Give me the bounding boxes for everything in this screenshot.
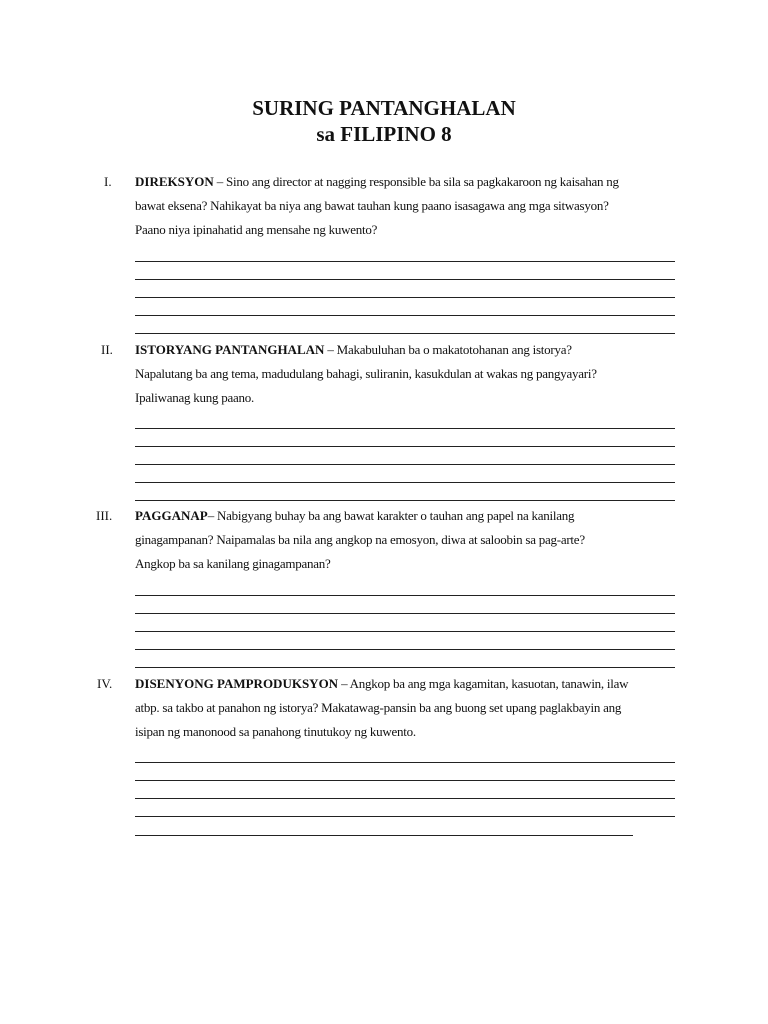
document-title: SURING PANTANGHALAN (252, 96, 516, 120)
prompt-line: isipan ng manonood sa panahong tinutukoy ng kuwento. (135, 724, 416, 739)
section-numeral: IV. (97, 676, 113, 691)
section-numeral: II. (101, 342, 113, 357)
prompt-line: – Sino ang director at nagging responsible ba sila sa pagkakaroon ng kaisahan ng (213, 174, 619, 189)
answer-line[interactable] (135, 315, 675, 316)
section-heading: DISENYONG PAMPRODUKSYON (135, 676, 339, 691)
answer-line[interactable] (135, 835, 633, 836)
answer-line[interactable] (135, 667, 675, 668)
answer-line[interactable] (135, 446, 675, 447)
prompt-line: atbp. sa takbo at panahon ng istorya? Makatawag-pansin ba ang buong set upang paglakbayin ang (135, 700, 622, 715)
prompt-line: Napalutang ba ang tema, madudulang bahagi, suliranin, kasukdulan at wakas ng pangyayari? (135, 366, 597, 381)
answer-line[interactable] (135, 780, 675, 781)
answer-line[interactable] (135, 428, 675, 429)
prompt-line: – Makabuluhan ba o makatotohanan ang istorya? (324, 342, 572, 357)
section-heading: ISTORYANG PANTANGHALAN (135, 342, 325, 357)
prompt-line: bawat eksena? Nahikayat ba niya ang bawat tauhan kung paano isasagawa ang mga sitwasyon? (135, 198, 609, 213)
section-numeral: I. (104, 174, 112, 189)
prompt-line: – Nabigyang buhay ba ang bawat karakter o tauhan ang papel na kanilang (207, 508, 575, 523)
answer-line[interactable] (135, 279, 675, 280)
section-heading: PAGGANAP (135, 508, 208, 523)
answer-line[interactable] (135, 482, 675, 483)
section-prompt (135, 338, 680, 410)
prompt-line: ginagampanan? Naipamalas ba nila ang angkop na emosyon, diwa at saloobin sa pag-arte? (135, 532, 585, 547)
section-numeral: III. (96, 508, 113, 523)
prompt-line: Angkop ba sa kanilang ginagampanan? (135, 556, 331, 571)
section-prompt (135, 170, 680, 242)
prompt-line: Paano niya ipinahatid ang mensahe ng kuwento? (135, 222, 378, 237)
answer-line[interactable] (135, 261, 675, 262)
answer-line[interactable] (135, 595, 675, 596)
answer-line[interactable] (135, 762, 675, 763)
answer-line[interactable] (135, 297, 675, 298)
answer-line[interactable] (135, 464, 675, 465)
answer-line[interactable] (135, 333, 675, 334)
section-prompt (135, 504, 680, 576)
section-heading: DIREKSYON (135, 174, 214, 189)
answer-line[interactable] (135, 500, 675, 501)
prompt-line: – Angkop ba ang mga kagamitan, kasuotan, tanawin, ilaw (338, 676, 629, 691)
section-prompt (135, 672, 680, 744)
answer-line[interactable] (135, 631, 675, 632)
answer-line[interactable] (135, 798, 675, 799)
document-subtitle: sa FILIPINO 8 (316, 122, 452, 146)
answer-line[interactable] (135, 613, 675, 614)
answer-line[interactable] (135, 816, 675, 817)
prompt-line: Ipaliwanag kung paano. (135, 390, 255, 405)
answer-line[interactable] (135, 649, 675, 650)
